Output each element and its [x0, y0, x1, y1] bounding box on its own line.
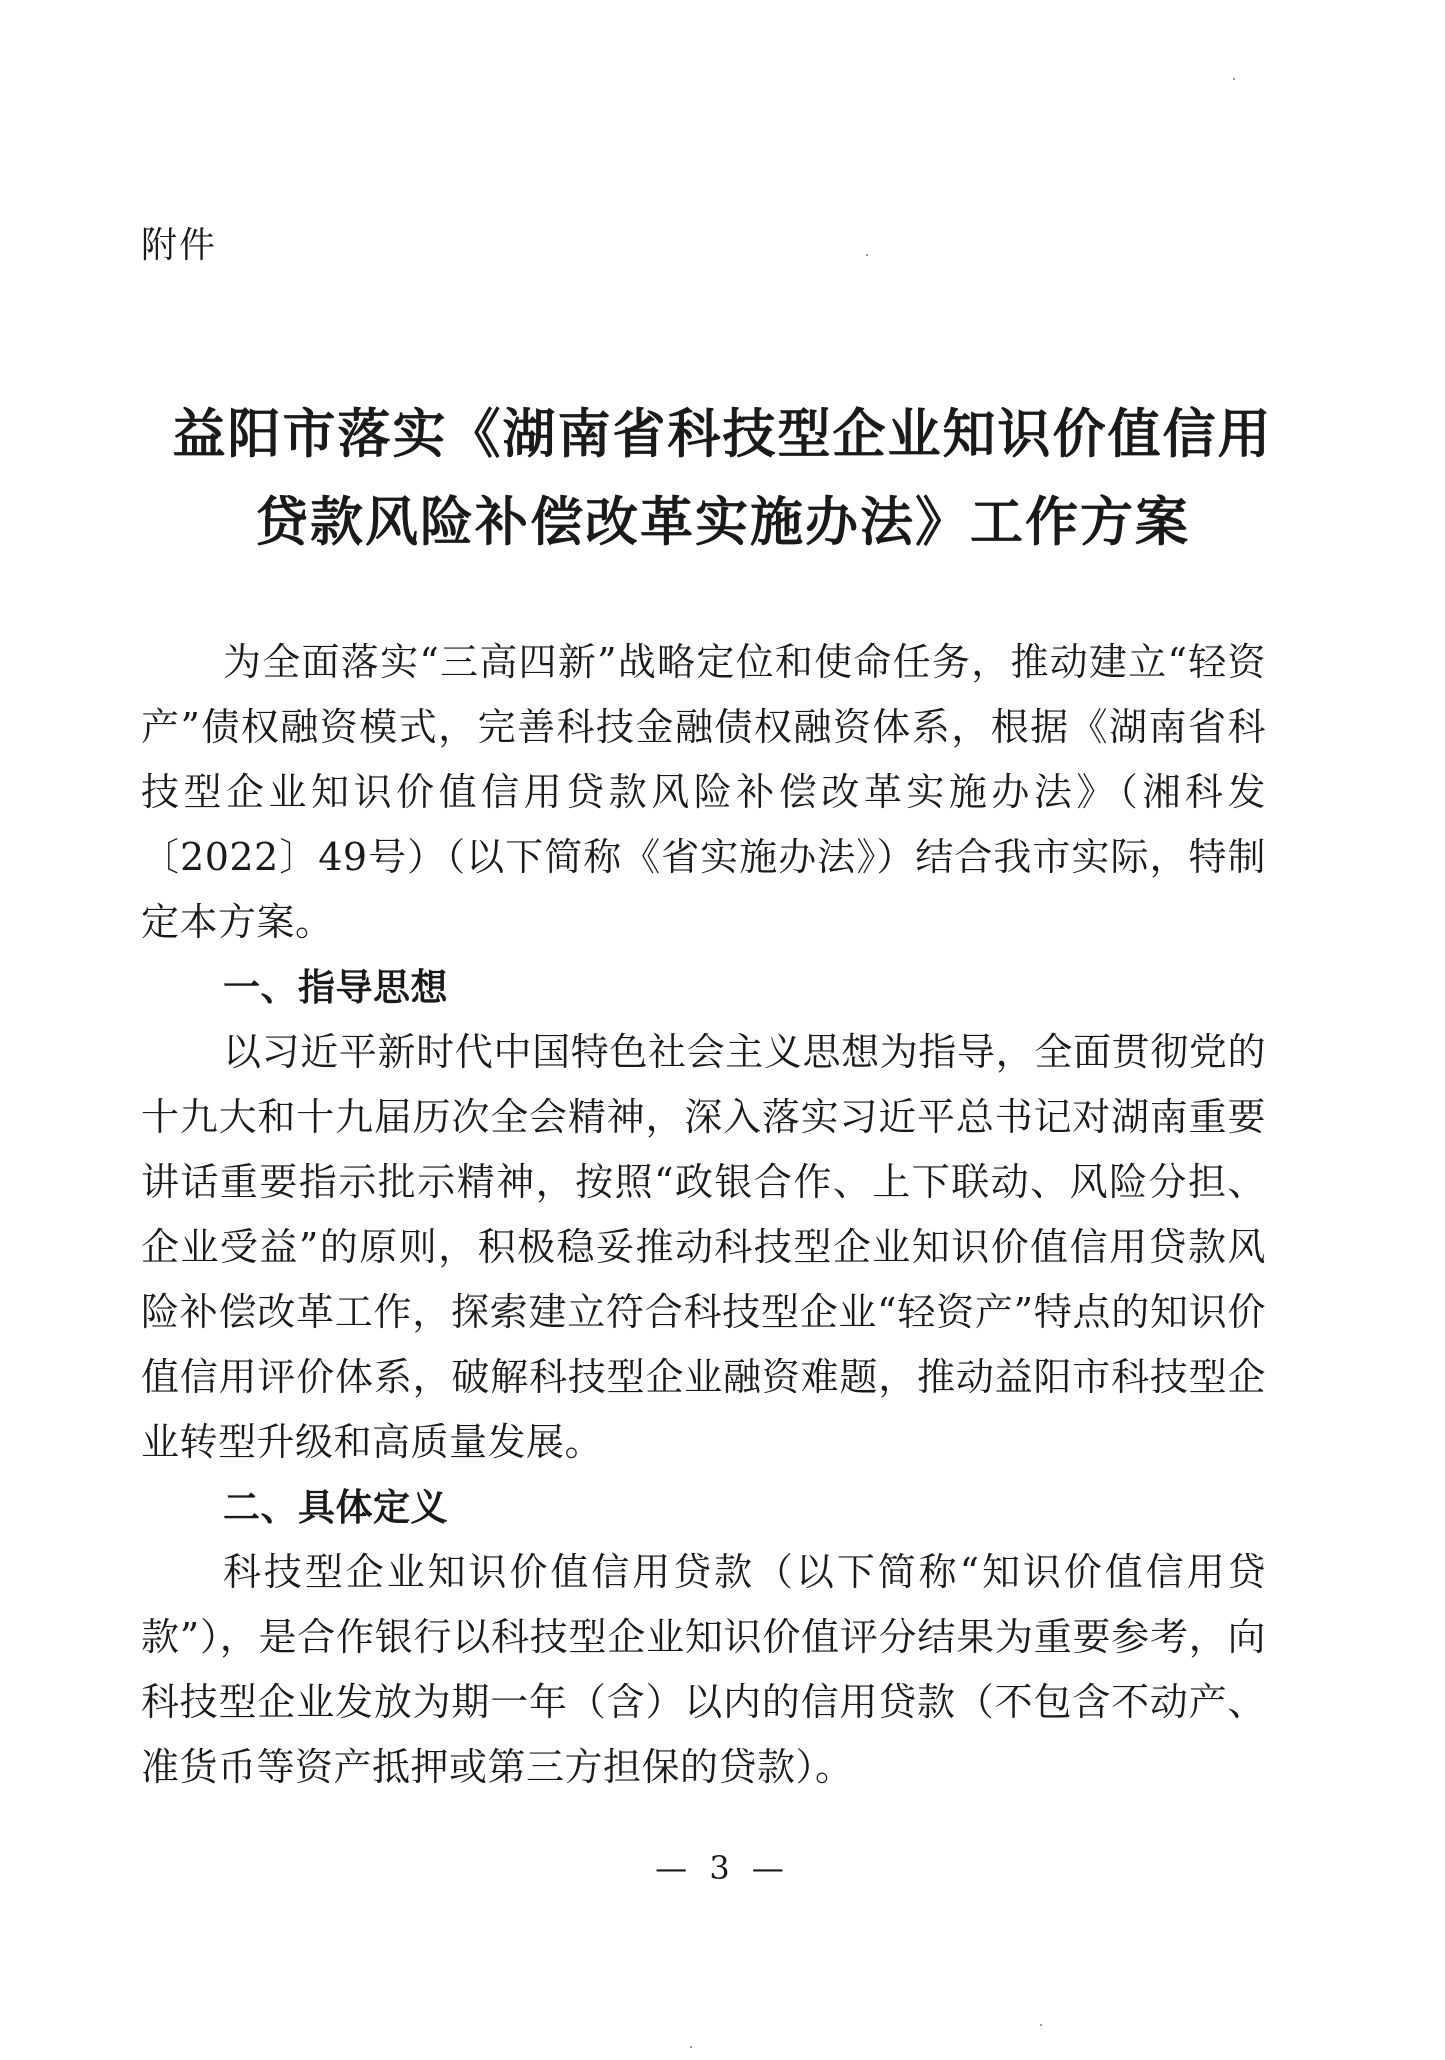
scan-speck [866, 254, 868, 256]
section-2-heading: 二、具体定义 [223, 1486, 448, 1529]
title-line-2: 贷款风险补偿改革实施办法》工作方案 [255, 491, 1190, 553]
section-1-paragraph: 以习近平新时代中国特色社会主义思想为指导，全面贯彻党的十九大和十九届历次全会精神，深入落实习近平总书记对湖南重要讲话重要指示批示精神，按照“政银合作、上下联动、风险分担、企业受益”的原则，积极稳妥推动科技型企业知识价值信用贷款风险补偿改革工作，探索建立符合科技型企业“轻资产”特点的知识价值信用评价体系，破解科技型企业融资难题，推动益阳市科技型企业转型升级和高质量发展。 [141, 1030, 1266, 1464]
scan-speck [690, 2046, 692, 2048]
intro-paragraph: 为全面落实“三高四新”战略定位和使命任务，推动建立“轻资产”债权融资模式，完善科技金融债权融资体系，根据《湖南省科技型企业知识价值信用贷款风险补偿改革实施办法》（湘科发〔2022〕49号）（以下简称《省实施办法》）结合我市实际，特制定本方案。 [141, 640, 1266, 944]
page-number: — 3 — [655, 1849, 790, 1887]
title-line-1: 益阳市落实《湖南省科技型企业知识价值信用 [172, 403, 1273, 465]
scan-speck [1233, 78, 1235, 80]
document-body [141, 630, 1266, 1800]
scan-speck [1040, 2024, 1042, 2026]
section-1-heading: 一、指导思想 [223, 966, 448, 1009]
section-2-paragraph: 科技型企业知识价值信用贷款（以下简称“知识价值信用贷款”），是合作银行以科技型企业知识价值评分结果为重要参考，向科技型企业发放为期一年（含）以内的信用贷款（不包含不动产、准货币等资产抵押或第三方担保的贷款）。 [141, 1550, 1266, 1789]
attachment-label: 附件 [141, 225, 218, 266]
document-title [130, 390, 1315, 566]
